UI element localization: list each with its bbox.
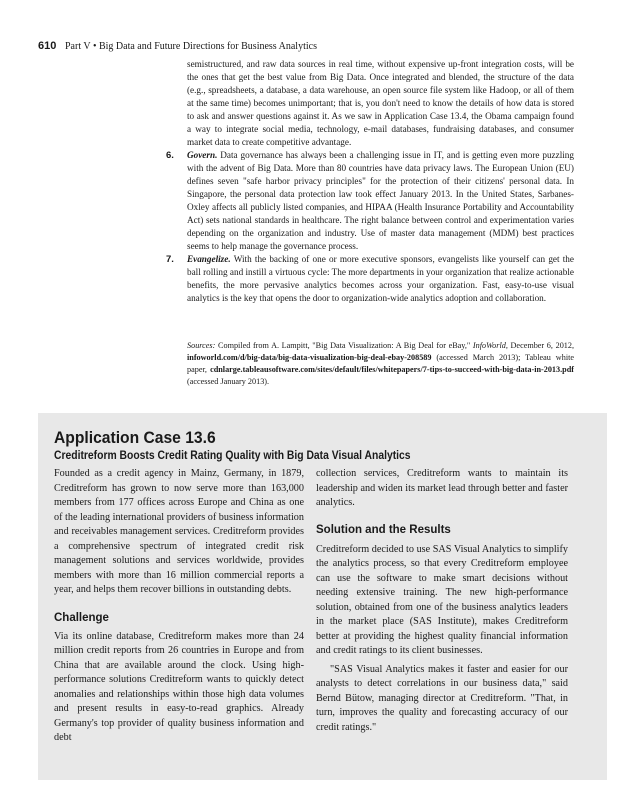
list-item-govern — [166, 149, 574, 253]
solution-heading: Solution and the Results — [316, 523, 451, 536]
sources-part4: (accessed January 2013). — [187, 377, 270, 386]
quote-paragraph: "SAS Visual Analytics makes it faster and easier for our analysts to detect correlations in our business data," said Bernd Bütow, managing director at Creditreform. "That, in turn, improves the quality and forecasting accuracy of our credit ratings." — [316, 663, 568, 733]
case-title: Application Case 13.6 — [54, 428, 216, 447]
main-text — [166, 58, 574, 305]
running-title: Part V • Big Data and Future Directions for Business Analytics — [64, 41, 317, 52]
item-text: Data governance has always been a challenging issue in IT, and is getting even more puzzling with the advent of Big Data. More than 80 countries have data privacy laws. The European Union (EU) defines seven "safe harbor privacy principles" for the protection of their citizens' personal data. In Singapore, the personal data protection law took effect January 2013. In the United States, Sarbanes-Oxley affects all publicly listed companies, and HIPAA (Health Insurance Portability and Accountability Act) sets national standards in healthcare. The right balance between control and experimentation varies depending on the organization and industry. Use of master data management (MDM) best practices seems to help manage the governance process. — [187, 150, 574, 251]
item-lead: Evangelize. — [187, 254, 231, 264]
sources-publication: InfoWorld — [472, 341, 506, 350]
intro-paragraph: semistructured, and raw data sources in real time, without expensive up-front integration costs, will be the ones that get the best value from Big Data. Once integrated and blended, the structure of the data (e.g., spreadsheets, a database, a data warehouse, an open source file system like Hadoop, or all of them at the same time) becomes unimportant; that is, you don't need to know the details of how data is stored to ask and answer questions against it. As we saw in Application Case 13.4, the Obama campaign found a way to integrate social media, technology, e-mail databases, fundraising databases, and consumer market data to create competitive advantage. — [187, 59, 574, 147]
item-lead: Govern. — [187, 150, 218, 160]
case-subtitle: Creditreform Boosts Credit Rating Quality with Big Data Visual Analytics — [54, 450, 411, 462]
page-number: 610 — [38, 40, 57, 52]
case-intro-paragraph: Founded as a credit agency in Mainz, Germany, in 1879, Creditreform has grown to now serve more than 163,000 members from 177 offices across Europe and China as one of the leading international providers of business information and receivables management services. Creditreform provides a comprehensive spectrum of integrated credit risk management solutions and services worldwide, provides members with more than 16 million commercial reports a year, and helps them recover billions in outstanding debts. — [54, 468, 304, 595]
item-number: 6. — [166, 150, 174, 161]
source-link-tableau[interactable]: cdnlarge.tableausoftware.com/sites/default/files/whitepapers/7-tips-to-succeed-with-big-data-in-2013.pdf — [210, 365, 574, 374]
source-link-infoworld[interactable]: infoworld.com/d/big-data/big-data-visualization-big-deal-ebay-208589 — [187, 353, 432, 362]
sources-part2: , December 6, 2012, — [505, 341, 575, 350]
challenge-heading: Challenge — [54, 611, 109, 624]
case-intro-continued: collection services, Creditreform wants to maintain its leadership and widen its market lead through better and faster analytics. — [316, 468, 568, 508]
sources-part3: (accessed March 2013); Tableau white paper, — [187, 353, 575, 374]
item-number: 7. — [166, 254, 174, 265]
sources-label: Sources: — [187, 341, 216, 350]
sources-note — [187, 340, 574, 388]
challenge-paragraph: Via its online database, Creditreform makes more than 24 million credit reports from 26 countries in Europe and from China that are available around the clock. Using high-performance solutions Creditreform wants to quickly detect anomalies and relationships within those high data volumes and present results in easy-to-read graphics. Already Germany's top provider of quality business information and debt — [54, 630, 304, 743]
solution-paragraph: Creditreform decided to use SAS Visual Analytics to simplify the analytics process, so that every Creditreform employee can use the software to make smart decisions without needing extensive training. The new high-performance solution, obtained from one of the business analytics leaders in the market place (SAS Institute), makes Creditreform better at providing the highest quality financial information and credit ratings to its client businesses. — [316, 543, 568, 656]
list-item-evangelize — [166, 253, 574, 305]
page-header — [38, 39, 598, 54]
item-text: With the backing of one or more executive sponsors, evangelists like yourself can get the ball rolling and instill a virtuous cycle: The more departments in your organization that realize actionable benefits, the more pervasive analytics becomes across your organization. Fast, easy-to-use visual analytics is the key that opens the door to organization-wide analytics adoption and collaboration. — [187, 254, 574, 303]
case-left-column — [54, 467, 304, 746]
case-right-column — [316, 467, 568, 735]
sources-part1: Compiled from A. Lampitt, "Big Data Visualization: A Big Deal for eBay," — [218, 341, 471, 350]
